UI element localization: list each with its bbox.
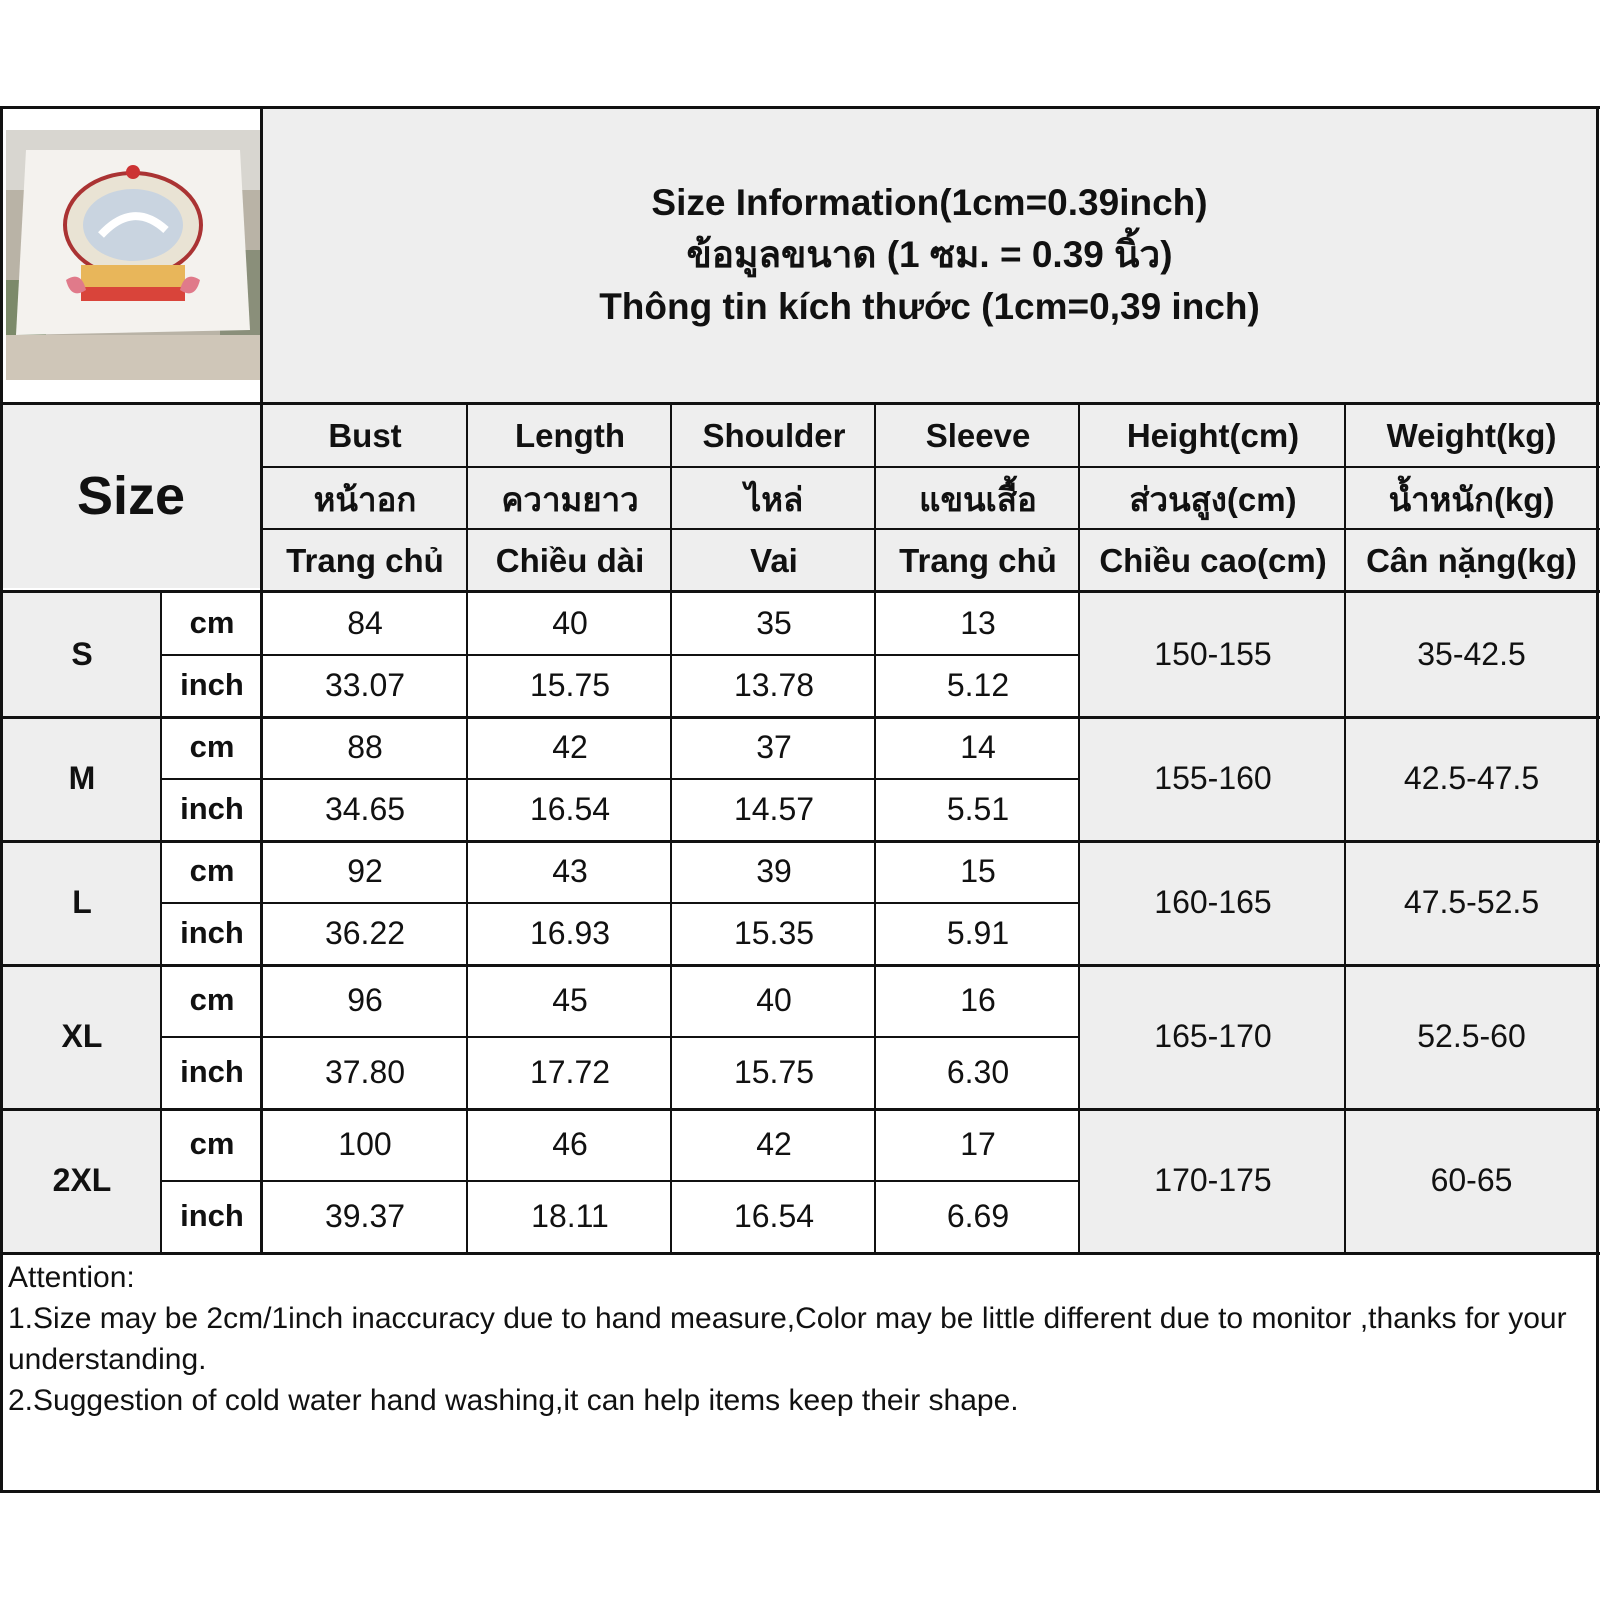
column-header-en: Weight(kg) <box>1346 404 1597 468</box>
unit-inch: inch <box>180 791 244 826</box>
value-inch: 33.07 <box>324 666 406 703</box>
height-range: 160-165 <box>1080 840 1346 964</box>
column-header-th: น้ำหนัก(kg) <box>1346 468 1597 530</box>
attention-heading: Attention: <box>8 1261 135 1294</box>
grid-line <box>0 964 1600 967</box>
value-cm: 42 <box>552 728 588 765</box>
grid-line <box>1596 106 1599 1493</box>
grid-line <box>1344 402 1346 1252</box>
column-header-vi: Chiều dài <box>468 530 672 592</box>
weight-range: 42.5-47.5 <box>1346 716 1597 840</box>
value-inch: 18.11 <box>531 1197 609 1234</box>
value-inch: 16.54 <box>733 1197 815 1234</box>
column-header-vi: Cân nặng(kg) <box>1346 530 1597 592</box>
value-inch: 6.30 <box>946 1053 1010 1090</box>
column-header-en: Shoulder <box>672 404 876 468</box>
size-label: M <box>2 716 162 840</box>
grid-line <box>160 590 162 1252</box>
value-cm: 43 <box>552 852 588 889</box>
value-cm: 35 <box>756 604 792 641</box>
value-inch: 15.35 <box>733 914 815 951</box>
grid-line <box>0 716 1600 719</box>
value-inch: 16.93 <box>529 914 611 951</box>
grid-line <box>160 654 1080 656</box>
value-inch: 15.75 <box>529 666 611 703</box>
unit-inch: inch <box>180 667 244 702</box>
value-cm: 42 <box>756 1125 792 1162</box>
title-thai: ข้อมูลขนาด (1 ซม. = 0.39 นิ้ว) <box>686 234 1173 275</box>
value-inch: 39.37 <box>324 1197 406 1234</box>
grid-line <box>874 402 876 1252</box>
grid-line <box>260 466 1600 468</box>
unit-inch: inch <box>180 1054 244 1089</box>
grid-line <box>160 1036 1080 1038</box>
column-header-th: ไหล่ <box>672 468 876 530</box>
value-cm: 88 <box>347 728 383 765</box>
value-cm: 92 <box>347 852 383 889</box>
value-inch: 5.12 <box>946 666 1010 703</box>
column-header-th: หน้าอก <box>262 468 468 530</box>
value-cm: 16 <box>960 981 996 1018</box>
value-cm: 39 <box>756 852 792 889</box>
value-inch: 16.54 <box>529 790 611 827</box>
grid-line <box>160 1180 1080 1182</box>
value-inch: 37.80 <box>324 1053 406 1090</box>
value-inch: 36.22 <box>324 914 406 951</box>
column-header-th: แขนเสื้อ <box>876 468 1080 530</box>
unit-inch: inch <box>180 915 244 950</box>
unit-cm: cm <box>189 853 235 888</box>
value-cm: 40 <box>552 604 588 641</box>
attention-note-2: 2.Suggestion of cold water hand washing,it can help items keep their shape. <box>8 1384 1019 1417</box>
column-header-th: ส่วนสูง(cm) <box>1080 468 1346 530</box>
value-inch: 5.51 <box>946 790 1010 827</box>
grid-line <box>0 106 3 1493</box>
value-cm: 15 <box>960 852 996 889</box>
value-cm: 96 <box>347 981 383 1018</box>
value-inch: 14.57 <box>733 790 815 827</box>
grid-line <box>1078 402 1080 1252</box>
column-header-vi: Chiều cao(cm) <box>1080 530 1346 592</box>
weight-range: 60-65 <box>1346 1108 1597 1252</box>
unit-cm: cm <box>189 982 235 1017</box>
grid-line <box>260 106 263 1252</box>
grid-line <box>0 1490 1600 1493</box>
title-block <box>262 108 1597 402</box>
column-header-th: ความยาว <box>468 468 672 530</box>
weight-range: 52.5-60 <box>1346 964 1597 1108</box>
height-range: 155-160 <box>1080 716 1346 840</box>
value-inch: 13.78 <box>733 666 815 703</box>
height-range: 165-170 <box>1080 964 1346 1108</box>
grid-line <box>0 840 1600 843</box>
value-inch: 34.65 <box>324 790 406 827</box>
height-range: 170-175 <box>1080 1108 1346 1252</box>
height-range: 150-155 <box>1080 592 1346 716</box>
weight-range: 35-42.5 <box>1346 592 1597 716</box>
product-photo <box>6 130 260 380</box>
column-header-en: Height(cm) <box>1080 404 1346 468</box>
unit-inch: inch <box>180 1198 244 1233</box>
column-header-en: Bust <box>262 404 468 468</box>
title-english: Size Information(1cm=0.39inch) <box>651 182 1208 223</box>
value-inch: 5.91 <box>946 914 1010 951</box>
value-inch: 15.75 <box>733 1053 815 1090</box>
value-cm: 37 <box>756 728 792 765</box>
grid-line <box>0 1252 1600 1255</box>
unit-cm: cm <box>189 1126 235 1161</box>
value-cm: 14 <box>960 728 996 765</box>
grid-line <box>466 402 468 1252</box>
column-header-vi: Vai <box>672 530 876 592</box>
size-label: S <box>2 592 162 716</box>
title-vietnamese: Thông tin kích thước (1cm=0,39 inch) <box>599 286 1260 327</box>
size-label: L <box>2 840 162 964</box>
size-header: Size <box>2 404 260 588</box>
size-label: XL <box>2 964 162 1108</box>
grid-line <box>0 1108 1600 1111</box>
value-cm: 13 <box>960 604 996 641</box>
unit-cm: cm <box>189 729 235 764</box>
size-label: 2XL <box>2 1108 162 1252</box>
value-cm: 45 <box>552 981 588 1018</box>
value-inch: 6.69 <box>946 1197 1010 1234</box>
attention-notes <box>8 1257 1593 1421</box>
column-header-en: Sleeve <box>876 404 1080 468</box>
weight-range: 47.5-52.5 <box>1346 840 1597 964</box>
value-cm: 46 <box>552 1125 588 1162</box>
value-cm: 84 <box>347 604 383 641</box>
column-header-vi: Trang chủ <box>262 530 468 592</box>
grid-line <box>0 106 1600 109</box>
grid-line <box>0 590 1600 593</box>
column-header-en: Length <box>468 404 672 468</box>
value-cm: 17 <box>960 1125 996 1162</box>
grid-line <box>160 778 1080 780</box>
grid-line <box>160 902 1080 904</box>
grid-line <box>260 528 1600 530</box>
attention-note-1: 1.Size may be 2cm/1inch inaccuracy due to hand measure,Color may be little different due to monitor ,thanks for your understanding. <box>8 1302 1567 1376</box>
grid-line <box>0 402 1600 405</box>
grid-line <box>670 402 672 1252</box>
value-cm: 100 <box>338 1125 392 1162</box>
column-header-vi: Trang chủ <box>876 530 1080 592</box>
value-cm: 40 <box>756 981 792 1018</box>
value-inch: 17.72 <box>529 1053 611 1090</box>
unit-cm: cm <box>189 605 235 640</box>
